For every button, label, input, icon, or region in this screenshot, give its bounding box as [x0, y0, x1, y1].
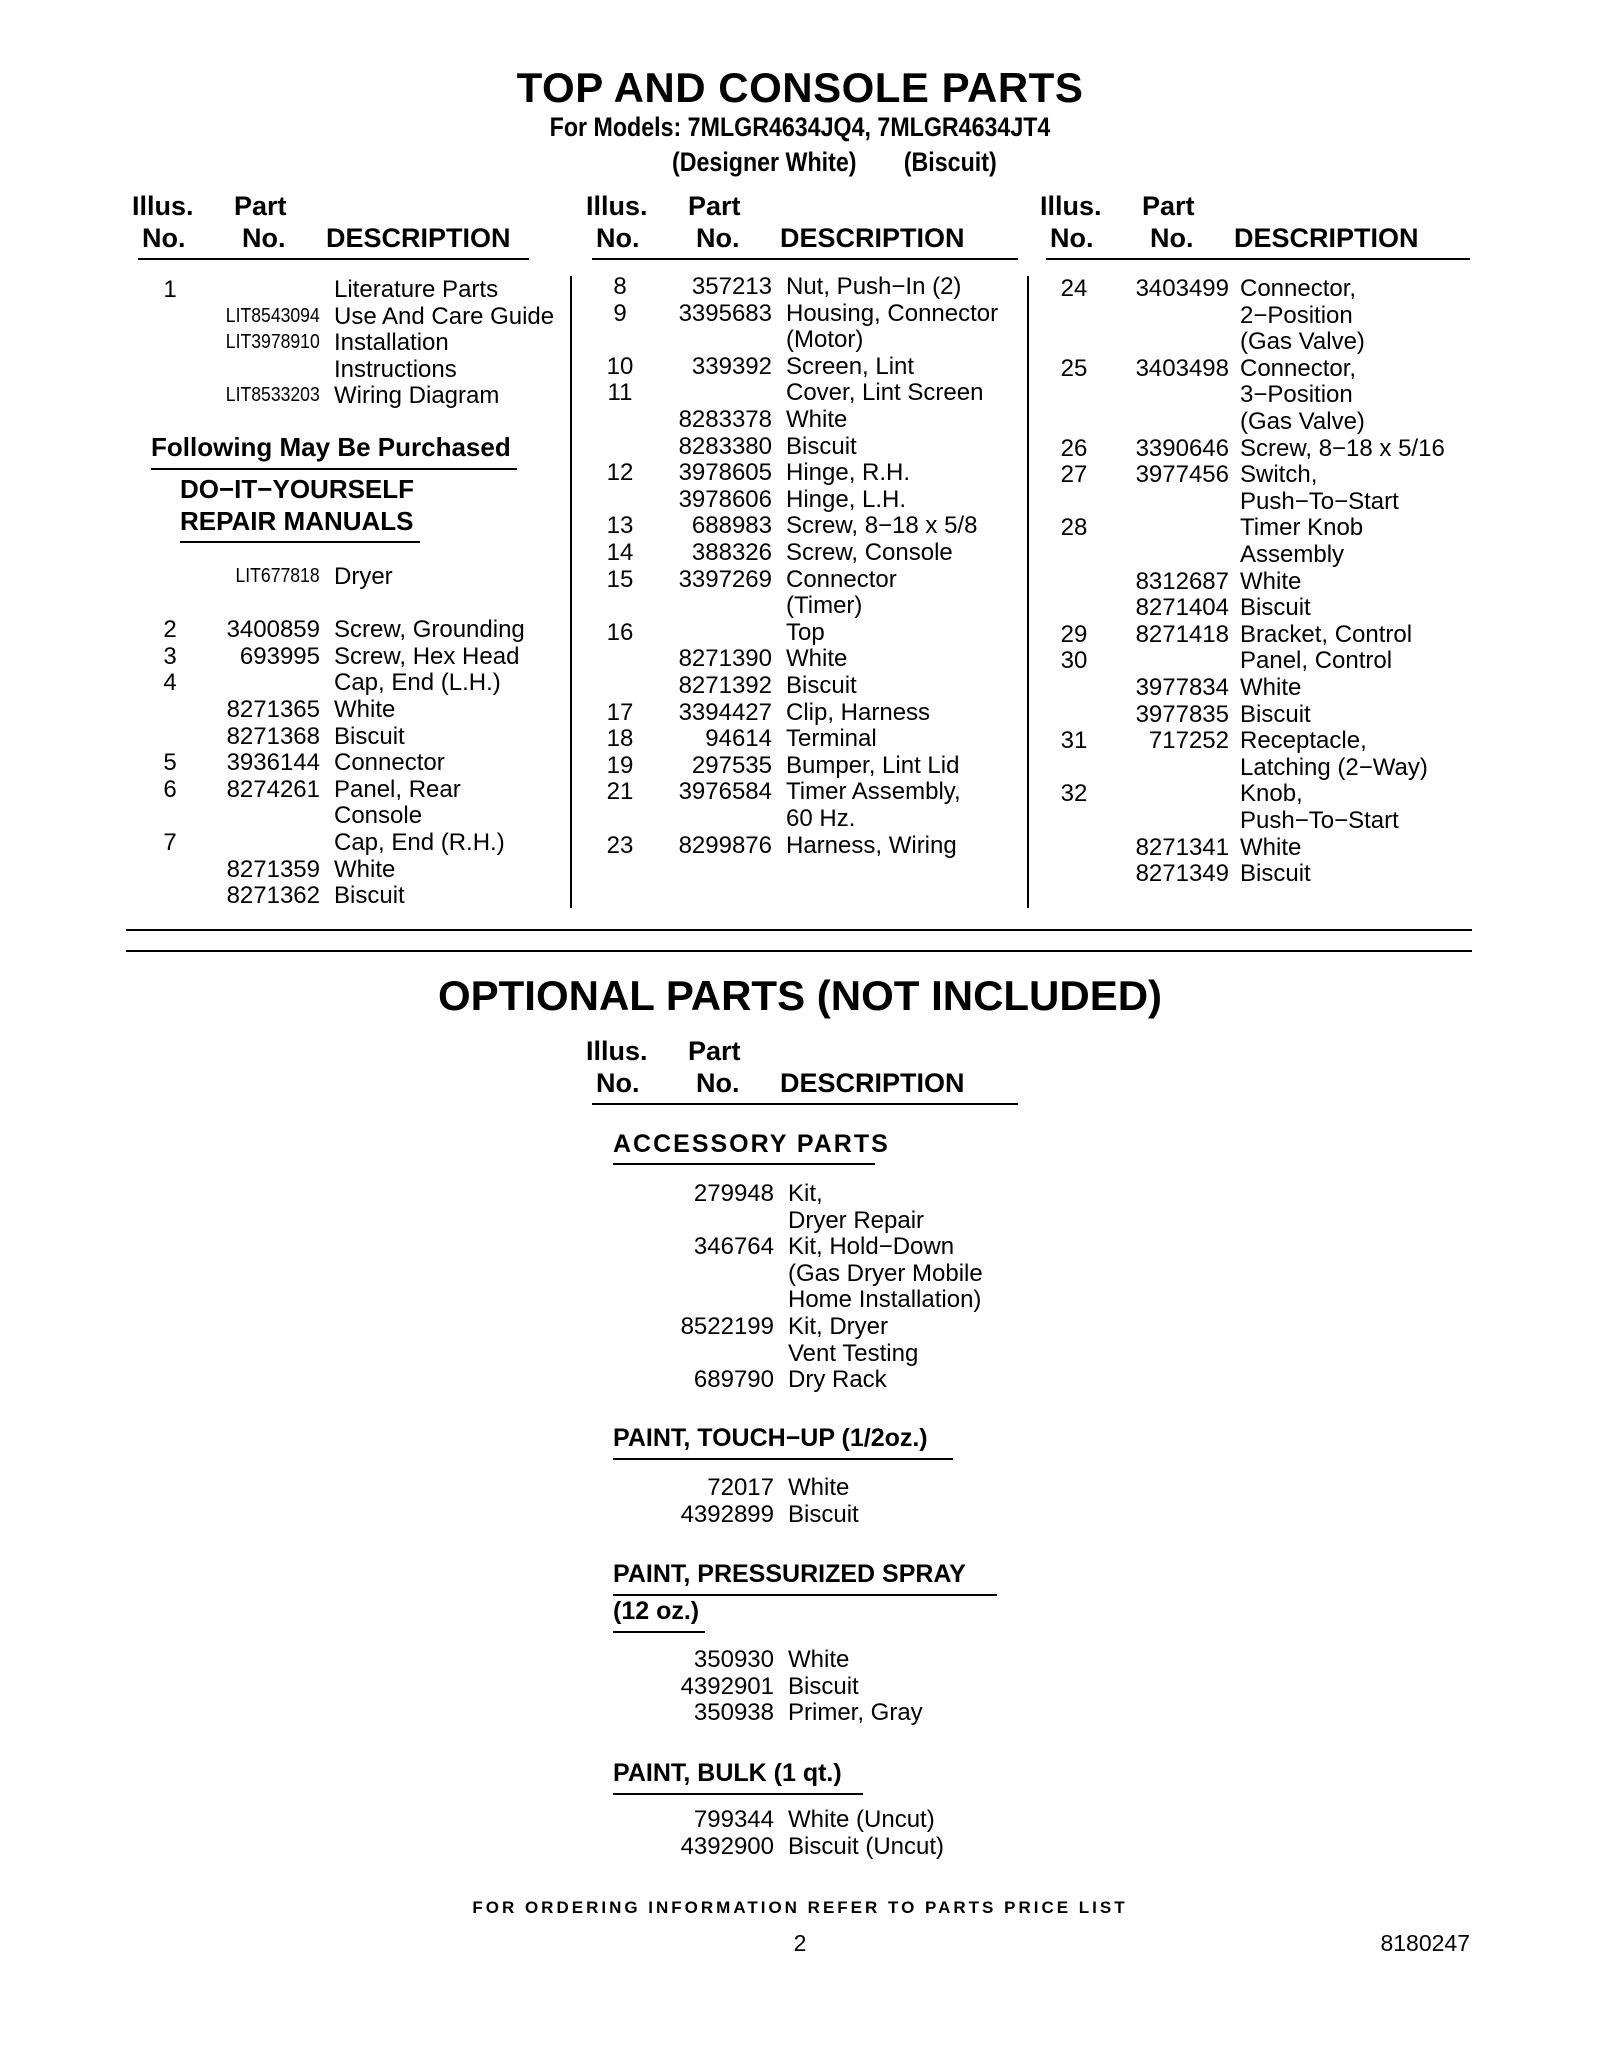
part-number: 350938 [693, 1699, 774, 1727]
illus-number: 25 [1060, 354, 1088, 382]
part-row [600, 379, 1020, 406]
part-row [600, 273, 1020, 300]
part-description: White [1240, 674, 1302, 701]
part-row [600, 1233, 1020, 1260]
part-description: Push−To−Start [1240, 807, 1399, 834]
part-description: White [788, 1646, 850, 1673]
part-description: Panel, Control [1240, 647, 1393, 675]
illus-number: 23 [606, 831, 634, 859]
part-row [600, 725, 1020, 752]
part-description: White [1240, 833, 1302, 861]
part-row [600, 1646, 1020, 1673]
part-row [150, 329, 570, 356]
illus-number: 29 [1060, 620, 1088, 648]
illus-number: 15 [606, 565, 634, 593]
part-number: 8271359 [226, 855, 320, 883]
description-header: DESCRIPTION [1234, 223, 1419, 253]
part-header-line-1: Part [1142, 191, 1195, 221]
part-row [150, 802, 570, 829]
illus-header-line-1: Illus. [132, 191, 194, 221]
part-description: Push−To−Start [1240, 487, 1399, 515]
part-row [1054, 754, 1474, 781]
part-number: LIT8533203 [226, 384, 320, 407]
part-number: 3403498 [1135, 354, 1229, 382]
diy-heading-line-1: DO−IT−YOURSELF [180, 474, 415, 504]
part-description: Biscuit [788, 1500, 859, 1528]
part-row [150, 590, 570, 617]
part-description: Biscuit [334, 722, 405, 750]
part-number: 8271341 [1135, 833, 1229, 861]
illus-number: 2 [163, 616, 177, 644]
part-description: White (Uncut) [788, 1806, 935, 1833]
part-description: Connector [786, 565, 897, 593]
part-row [600, 1286, 1020, 1313]
part-description: Cover, Lint Screen [786, 379, 984, 407]
part-description: Hinge, R.H. [786, 459, 911, 487]
part-description: Timer Knob [1240, 514, 1364, 542]
part-row [600, 512, 1020, 539]
part-description: Screen, Lint [786, 352, 915, 380]
illus-number: 28 [1060, 514, 1088, 542]
part-row [600, 592, 1020, 619]
ordering-note: FOR ORDERING INFORMATION REFER TO PARTS PRICE LIST [472, 1898, 1128, 1917]
part-row [600, 406, 1020, 433]
part-number: LIT677818 [235, 565, 320, 587]
part-number: 8522199 [680, 1313, 774, 1340]
diy-heading-rule [180, 541, 420, 543]
part-number: 8271365 [226, 696, 320, 723]
part-row [1054, 780, 1474, 807]
illus-number: 24 [1060, 275, 1088, 302]
part-number: LIT8543094 [226, 304, 320, 327]
color-designer-white: (Designer White) [672, 147, 857, 177]
part-row [1054, 488, 1474, 515]
illus-number: 18 [606, 725, 634, 753]
part-row [600, 672, 1020, 699]
part-row [1054, 727, 1474, 754]
part-description: (Gas Valve) [1240, 328, 1365, 356]
part-number: 8271349 [1135, 860, 1229, 888]
part-description: Kit, Dryer [788, 1313, 889, 1340]
part-number: 3397269 [678, 565, 772, 593]
part-description: Screw, 8−18 x 5/16 [1240, 434, 1445, 462]
part-row [150, 382, 570, 409]
part-row [150, 882, 570, 909]
diy-heading-line-2: REPAIR MANUALS [180, 506, 414, 536]
part-header-line-1: Part [234, 191, 287, 221]
description-header: DESCRIPTION [326, 223, 511, 253]
part-number: 717252 [1148, 727, 1229, 755]
part-description: Biscuit [786, 672, 857, 699]
part-row [1054, 594, 1474, 621]
bulk-paint-heading: PAINT, BULK (1 qt.) [613, 1759, 842, 1787]
spray-paint-heading-line-1: PAINT, PRESSURIZED SPRAY [613, 1560, 966, 1588]
part-row [1054, 860, 1474, 887]
part-description: Kit, Hold−Down [788, 1233, 955, 1261]
part-number: 339392 [691, 352, 772, 380]
part-row [600, 1833, 1020, 1860]
section-divider-top [126, 929, 1472, 931]
part-description: Biscuit [1240, 594, 1311, 622]
part-header-line-1: Part [688, 191, 741, 221]
part-row [600, 1260, 1020, 1287]
part-number: 689790 [693, 1366, 774, 1394]
part-row [150, 829, 570, 856]
part-row [1054, 834, 1474, 861]
part-number: 4392899 [680, 1500, 774, 1528]
purchase-heading-rule [151, 468, 517, 470]
part-row [150, 856, 570, 883]
illus-header-line-1: Illus. [586, 191, 648, 221]
bulk-heading-rule [613, 1793, 863, 1795]
part-row [600, 1673, 1020, 1700]
part-number: 3400859 [226, 616, 320, 644]
part-number: 8271404 [1135, 594, 1229, 622]
part-row [600, 832, 1020, 859]
illus-number: 12 [606, 459, 634, 487]
part-description: Biscuit [1240, 700, 1311, 728]
part-description: 3−Position [1240, 381, 1353, 409]
part-number: 693995 [239, 642, 320, 670]
part-row [600, 326, 1020, 353]
part-description: White [786, 406, 848, 433]
part-row [600, 805, 1020, 832]
part-number: 3978606 [678, 485, 772, 513]
part-description: (Gas Valve) [1240, 408, 1365, 435]
part-row [600, 752, 1020, 779]
part-header-line-2: No. [696, 223, 740, 253]
part-row [150, 276, 570, 303]
illus-number: 6 [163, 775, 177, 803]
illus-number: 27 [1060, 461, 1088, 489]
illus-number: 8 [613, 273, 627, 300]
part-description: Housing, Connector [786, 299, 999, 327]
part-number: 4392901 [680, 1672, 774, 1700]
part-description: Biscuit [786, 432, 857, 460]
part-row [1054, 807, 1474, 834]
part-description: Top [786, 618, 825, 646]
models-subtitle: For Models: 7MLGR4634JQ4, 7MLGR4634JT4 [549, 112, 1051, 142]
part-description: Switch, [1240, 461, 1318, 489]
part-row [150, 696, 570, 723]
illus-header-line-1: Illus. [1040, 191, 1102, 221]
illus-number: 4 [163, 669, 177, 697]
part-description: (Timer) [786, 592, 863, 620]
part-number: 3977834 [1135, 674, 1229, 701]
part-row [600, 1340, 1020, 1367]
part-number: 3936144 [226, 749, 320, 777]
header-rule [138, 258, 529, 260]
part-number: 3403499 [1135, 275, 1229, 302]
part-description: Latching (2−Way) [1240, 753, 1428, 781]
part-description: Literature Parts [334, 276, 499, 303]
part-number: 8283380 [678, 432, 772, 460]
spray-heading-rule [613, 1594, 997, 1596]
part-row [600, 1366, 1020, 1393]
illus-header-line-1: Illus. [586, 1036, 648, 1066]
part-row [1054, 701, 1474, 728]
illus-number: 21 [606, 778, 634, 806]
part-row [1054, 328, 1474, 355]
touchup-paint-heading: PAINT, TOUCH−UP (1/2oz.) [613, 1424, 928, 1452]
part-description: Connector, [1240, 275, 1357, 302]
part-description: Nut, Push−In (2) [786, 273, 962, 300]
part-row [1054, 302, 1474, 329]
spray-paint-heading-line-2: (12 oz.) [613, 1597, 700, 1625]
header-rule [592, 1103, 1018, 1105]
part-description: Use And Care Guide [334, 302, 555, 330]
part-number: 350930 [693, 1646, 774, 1673]
part-row [1054, 435, 1474, 462]
touchup-heading-rule [613, 1458, 953, 1460]
part-row [600, 433, 1020, 460]
part-number: 8271368 [226, 722, 320, 750]
part-number: 3390646 [1135, 434, 1229, 462]
part-description: Timer Assembly, [786, 778, 961, 806]
document-number: 8180247 [1380, 1930, 1470, 1956]
illus-number: 10 [606, 352, 634, 380]
part-description: Dry Rack [788, 1366, 887, 1394]
illus-header-line-2: No. [1050, 223, 1094, 253]
part-description: Primer, Gray [788, 1699, 923, 1727]
part-row [150, 616, 570, 643]
illus-number: 30 [1060, 647, 1088, 675]
part-number: 799344 [693, 1806, 774, 1833]
part-row [150, 723, 570, 750]
part-row [150, 776, 570, 803]
part-number: 346764 [693, 1233, 774, 1261]
part-number: 8271390 [678, 645, 772, 673]
part-description: White [334, 696, 396, 723]
part-row [150, 563, 570, 590]
illus-number: 26 [1060, 434, 1088, 462]
part-description: Home Installation) [788, 1286, 982, 1314]
part-row [150, 356, 570, 383]
spray-heading-rule-2 [613, 1631, 705, 1633]
illus-header-line-2: No. [142, 223, 186, 253]
illus-number: 13 [606, 512, 634, 540]
section-divider-bottom [126, 950, 1472, 952]
part-description: (Motor) [786, 326, 864, 354]
column-divider [570, 276, 572, 908]
part-description: Receptacle, [1240, 727, 1367, 755]
part-description: Console [334, 802, 423, 830]
column-divider [1027, 276, 1029, 908]
part-row [150, 749, 570, 776]
part-number: 3976584 [678, 778, 772, 806]
part-number: 8271392 [678, 672, 772, 699]
part-description: Dryer Repair [788, 1206, 925, 1234]
part-row [1054, 355, 1474, 382]
part-description: Screw, 8−18 x 5/8 [786, 512, 978, 540]
part-row [600, 1699, 1020, 1726]
part-number: 8312687 [1135, 567, 1229, 595]
illus-number: 14 [606, 539, 634, 566]
part-row [1054, 674, 1474, 701]
illus-header-line-2: No. [596, 1068, 640, 1098]
part-row [1054, 541, 1474, 568]
part-header-line-2: No. [242, 223, 286, 253]
part-description: Screw, Hex Head [334, 642, 520, 670]
illus-number: 17 [606, 698, 634, 726]
part-description: Installation [334, 329, 449, 357]
part-description: Dryer [334, 563, 393, 590]
part-row [600, 539, 1020, 566]
part-description: Instructions [334, 355, 457, 383]
part-description: White [788, 1474, 850, 1501]
part-header-line-1: Part [688, 1036, 741, 1066]
illus-number: 5 [163, 749, 177, 777]
optional-parts-title: OPTIONAL PARTS (NOT INCLUDED) [437, 972, 1163, 1019]
part-row [1054, 568, 1474, 595]
accessory-heading-rule [613, 1163, 875, 1165]
illus-number: 32 [1060, 780, 1088, 808]
page-title: TOP AND CONSOLE PARTS [516, 64, 1084, 111]
part-row [600, 1806, 1020, 1833]
part-row [600, 699, 1020, 726]
part-description: 60 Hz. [786, 805, 856, 832]
part-header-line-2: No. [1150, 223, 1194, 253]
part-description: White [786, 645, 848, 673]
part-number: 8299876 [678, 831, 772, 859]
part-number: 8271362 [226, 882, 320, 910]
part-row [600, 566, 1020, 593]
part-row [600, 459, 1020, 486]
part-description: Bumper, Lint Lid [786, 751, 960, 779]
part-description: Hinge, L.H. [786, 485, 907, 513]
part-number: 3395683 [678, 299, 772, 327]
part-number: LIT3978910 [226, 331, 320, 354]
part-description: Vent Testing [788, 1339, 919, 1367]
accessory-parts-heading: ACCESSORY PARTS [613, 1130, 890, 1158]
illus-number: 7 [163, 829, 177, 856]
color-subtitle [672, 147, 999, 178]
part-description: Cap, End (R.H.) [334, 829, 505, 856]
illus-number: 3 [163, 642, 177, 670]
part-description: Screw, Console [786, 539, 953, 566]
part-description: Connector [334, 749, 445, 777]
part-row [600, 486, 1020, 513]
part-row [150, 669, 570, 696]
part-row [600, 1474, 1020, 1501]
part-description: Biscuit [334, 882, 405, 910]
part-description: Connector, [1240, 354, 1357, 382]
part-description: Assembly [1240, 541, 1345, 568]
part-header-line-2: No. [696, 1068, 740, 1098]
part-number: 388326 [691, 539, 772, 566]
illus-number: 9 [613, 299, 627, 327]
part-number: 297535 [691, 751, 772, 779]
part-row [1054, 647, 1474, 674]
color-biscuit: (Biscuit) [903, 147, 997, 177]
part-description: Terminal [786, 725, 877, 753]
part-row [1054, 514, 1474, 541]
part-row [600, 619, 1020, 646]
part-row [1054, 381, 1474, 408]
illus-number: 1 [163, 276, 177, 303]
part-number: 8271418 [1135, 620, 1229, 648]
part-number: 3977835 [1135, 700, 1229, 728]
description-header: DESCRIPTION [780, 223, 965, 253]
illus-header-line-2: No. [596, 223, 640, 253]
part-row [600, 1501, 1020, 1528]
part-number: 688983 [691, 512, 772, 540]
part-number: 8283378 [678, 406, 772, 433]
part-number: 4392900 [680, 1832, 774, 1860]
part-row [600, 1207, 1020, 1234]
illus-number: 31 [1060, 727, 1088, 755]
part-number: 8274261 [226, 775, 320, 803]
part-description: Screw, Grounding [334, 616, 525, 644]
part-row [600, 778, 1020, 805]
part-row [150, 643, 570, 670]
part-row [600, 1313, 1020, 1340]
part-row [1054, 621, 1474, 648]
part-row [600, 1180, 1020, 1207]
illus-number: 11 [607, 379, 633, 407]
part-description: Biscuit [788, 1672, 859, 1700]
part-number: 94614 [705, 725, 772, 753]
part-row [600, 300, 1020, 327]
part-number: 3977456 [1135, 461, 1229, 489]
part-description: Clip, Harness [786, 698, 931, 726]
part-number: 357213 [691, 273, 772, 300]
illus-number: 19 [606, 751, 634, 779]
part-description: (Gas Dryer Mobile [788, 1259, 983, 1287]
part-row [1054, 461, 1474, 488]
part-number: 279948 [693, 1180, 774, 1207]
part-description: Kit, [788, 1180, 823, 1207]
part-description: Harness, Wiring [786, 831, 957, 859]
part-description: Panel, Rear [334, 775, 461, 803]
part-row [1054, 275, 1474, 302]
purchase-heading: Following May Be Purchased [151, 432, 511, 462]
header-rule [1046, 258, 1470, 260]
part-row [150, 303, 570, 330]
part-description: Biscuit [1240, 860, 1311, 888]
part-number: 3978605 [678, 459, 772, 487]
header-rule [592, 258, 1018, 260]
part-description: White [1240, 567, 1302, 595]
part-number: 3394427 [678, 698, 772, 726]
description-header: DESCRIPTION [780, 1068, 965, 1098]
part-number: 72017 [707, 1474, 774, 1501]
part-row [600, 353, 1020, 380]
illus-number: 16 [606, 618, 634, 646]
part-description: Knob, [1240, 780, 1303, 808]
page-number: 2 [793, 1930, 807, 1956]
part-description: 2−Position [1240, 301, 1353, 329]
part-description: Biscuit (Uncut) [788, 1832, 945, 1860]
part-description: White [334, 855, 396, 883]
part-row [600, 645, 1020, 672]
part-description: Wiring Diagram [334, 382, 500, 410]
part-description: Cap, End (L.H.) [334, 669, 501, 697]
part-row [1054, 408, 1474, 435]
part-description: Bracket, Control [1240, 620, 1413, 648]
